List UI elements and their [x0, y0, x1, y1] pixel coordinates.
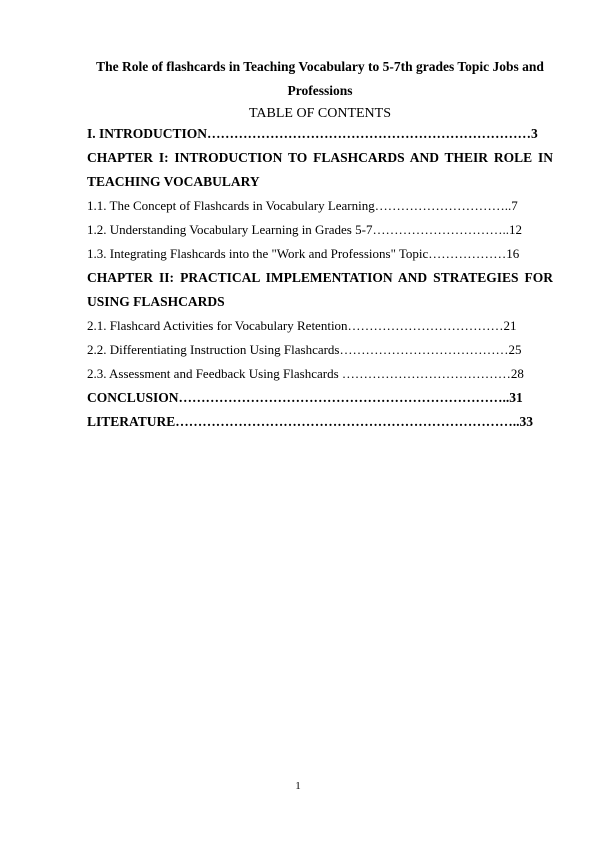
toc-entry-1-2: 1.2. Understanding Vocabulary Learning in Grades 5-7…………………………..12: [87, 222, 522, 237]
page-number: 1: [295, 780, 301, 792]
toc-entry-2-3: 2.3. Assessment and Feedback Using Flashcards …………………………………28: [87, 366, 524, 381]
toc-entry-1-1: 1.1. The Concept of Flashcards in Vocabulary Learning…………………………..7: [87, 198, 518, 213]
toc-entry-2-1: 2.1. Flashcard Activities for Vocabulary Retention………………………………21: [87, 318, 517, 333]
toc-entry-conclusion: CONCLUSION………………………………………………………………..31: [87, 390, 523, 405]
toc-entry-chapter-2: CHAPTER II: PRACTICAL IMPLEMENTATION AND STRATEGIES FOR USING FLASHCARDS: [87, 270, 553, 309]
document-title: The Role of flashcards in Teaching Vocabulary to 5-7th grades Topic Jobs and Professions: [96, 59, 544, 98]
toc-entry-literature: LITERATURE…………………………………………………………………..33: [87, 414, 534, 429]
toc-entry-2-2: 2.2. Differentiating Instruction Using Flashcards…………………………………25: [87, 342, 522, 357]
toc-heading: TABLE OF CONTENTS: [249, 106, 391, 121]
toc-list: [87, 122, 553, 434]
toc-entry-chapter-1: CHAPTER I: INTRODUCTION TO FLASHCARDS AND THEIR ROLE IN TEACHING VOCABULARY: [87, 150, 553, 189]
toc-entry-introduction: I. INTRODUCTION………………………………………………………………3: [87, 126, 538, 141]
toc-entry-1-3: 1.3. Integrating Flashcards into the "Work and Professions" Topic………………16: [87, 246, 520, 261]
